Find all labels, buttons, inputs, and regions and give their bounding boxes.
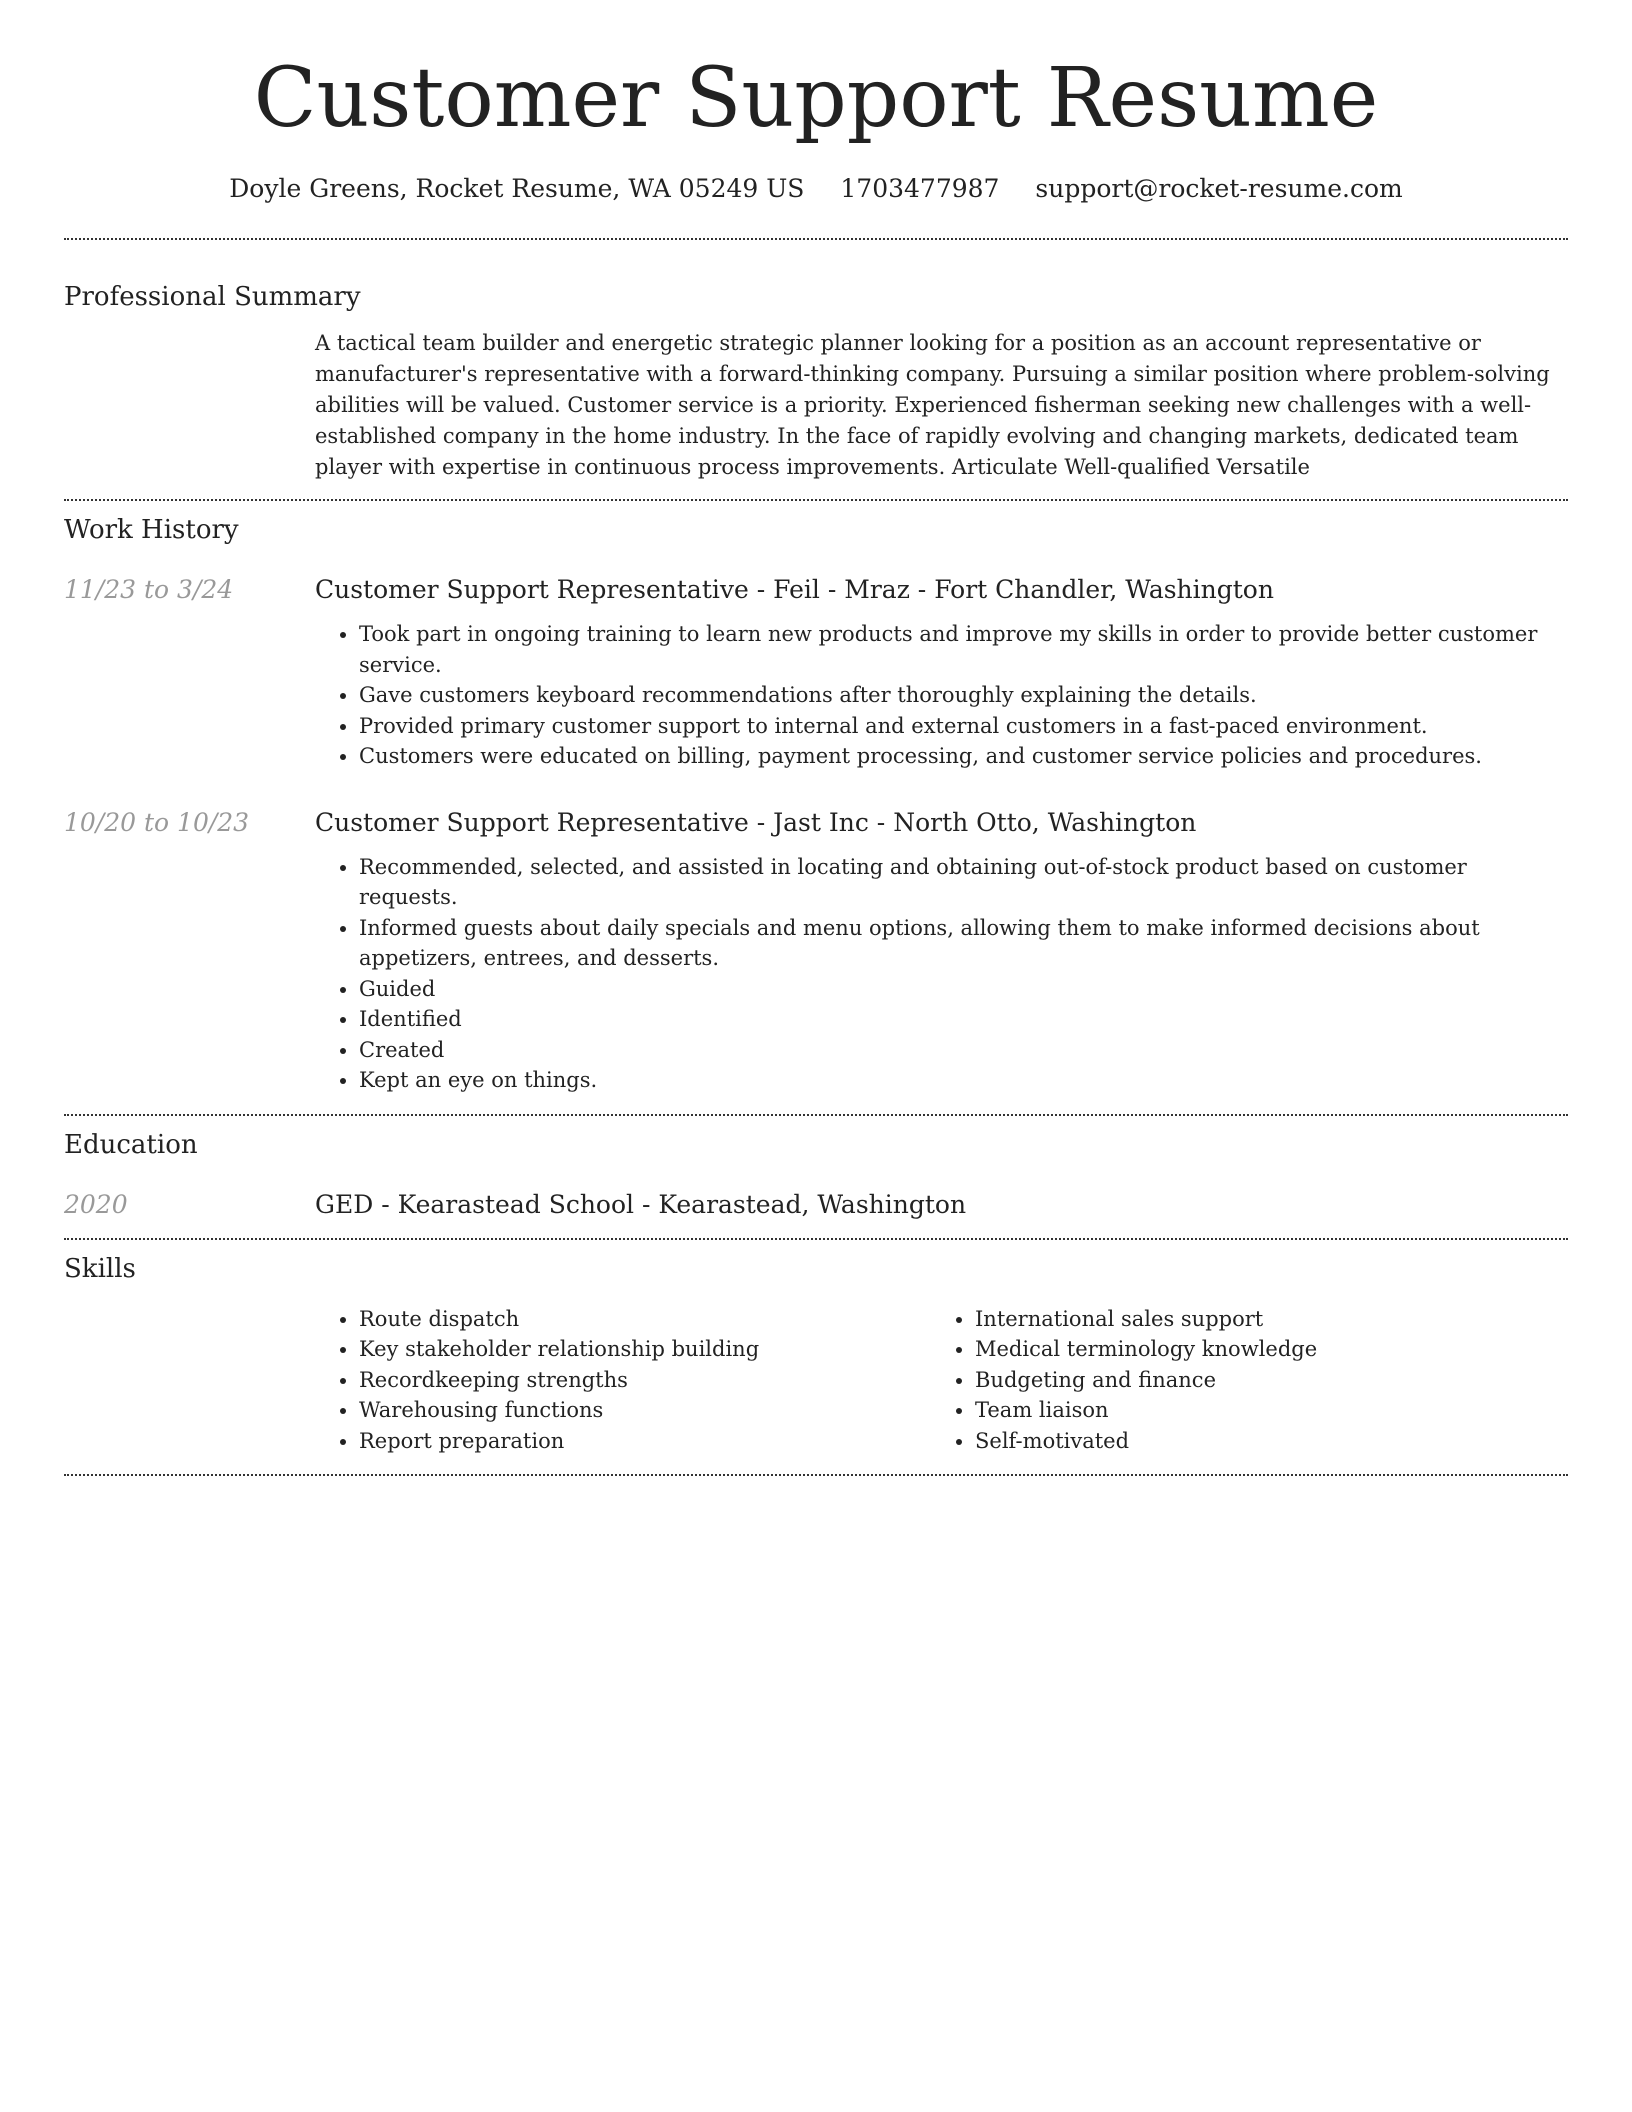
skills-column-left <box>315 1304 931 1457</box>
education-year: 2020 <box>64 1189 128 1219</box>
education-entry <box>64 1190 1568 1220</box>
divider <box>64 1474 1568 1476</box>
contact-line <box>64 174 1568 204</box>
summary-heading: Professional Summary <box>64 282 361 312</box>
skills-bullets <box>315 1304 931 1457</box>
skill-item: • Report preparation <box>359 1426 931 1457</box>
divider <box>64 238 1568 240</box>
education-heading: Education <box>64 1129 198 1160</box>
job-title: Customer Support Representative - Feil - Mraz - Fort Chandler, Washington <box>315 575 1274 604</box>
job-entry <box>64 575 1568 772</box>
skill-item: • Warehousing functions <box>359 1395 931 1426</box>
work-history-heading: Work History <box>64 515 239 545</box>
list-item: • Informed guests about daily specials and menu options, allowing them to make informed decisions about appetizers, entrees, and desserts. <box>359 913 1568 974</box>
job-dates: 10/20 to 10/23 <box>64 807 250 837</box>
skill-item: • International sales support <box>975 1304 1547 1335</box>
skills-section <box>64 1254 1568 1475</box>
summary-text: A tactical team builder and energetic strategic planner looking for a position as an account representative or manufacturer's representative with a forward-thinking company. Pursuing a similar position where problem-solving abilities will be valued. Customer service is a priority. Experienced fisherman seeking new challenges with a well-established company in the home industry. In the face of rapidly evolving and changing markets, dedicated team player with expertise in continuous process improvements. Articulate Well-qualified Versatile <box>315 331 1550 479</box>
list-item: • Identified <box>359 1004 1568 1035</box>
skill-item: • Team liaison <box>975 1395 1547 1426</box>
list-item: • Kept an eye on things. <box>359 1065 1568 1096</box>
skills-column-right <box>931 1304 1547 1457</box>
list-item: • Provided primary customer support to internal and external customers in a fast-paced environment. <box>359 711 1568 742</box>
job-bullets <box>315 852 1568 1096</box>
list-item: • Took part in ongoing training to learn new products and improve my skills in order to provide better customer service. <box>359 619 1568 680</box>
job-body <box>315 808 1568 1096</box>
divider <box>64 1238 1568 1240</box>
list-item: • Guided <box>359 974 1568 1005</box>
job-bullets <box>315 619 1568 772</box>
contact-phone: 1703477987 <box>840 174 1000 203</box>
skills-list <box>315 1304 1568 1475</box>
skill-item: • Self-motivated <box>975 1426 1547 1457</box>
contact-email: support@rocket-resume.com <box>1035 174 1403 203</box>
education-section <box>64 1130 1568 1220</box>
skill-item: • Route dispatch <box>359 1304 931 1335</box>
skills-heading: Skills <box>64 1253 136 1284</box>
job-entry <box>64 808 1568 1096</box>
skill-item: • Key stakeholder relationship building <box>359 1334 931 1365</box>
list-item: • Recommended, selected, and assisted in locating and obtaining out-of-stock product based on customer requests. <box>359 852 1568 913</box>
list-item: • Customers were educated on billing, payment processing, and customer service policies and procedures. <box>359 741 1568 772</box>
skill-item: • Budgeting and finance <box>975 1365 1547 1396</box>
summary-section <box>64 282 1568 499</box>
divider <box>64 1114 1568 1116</box>
job-body <box>315 575 1568 772</box>
resume-title: Customer Support Resume <box>253 51 1379 146</box>
work-history-section <box>64 515 1568 1114</box>
skill-item: • Recordkeeping strengths <box>359 1365 931 1396</box>
skill-item: • Medical terminology knowledge <box>975 1334 1547 1365</box>
job-dates: 11/23 to 3/24 <box>64 575 234 604</box>
list-item: • Gave customers keyboard recommendations after thoroughly explaining the details. <box>359 680 1568 711</box>
job-title: Customer Support Representative - Jast Inc - North Otto, Washington <box>315 807 1197 837</box>
contact-address: Doyle Greens, Rocket Resume, WA 05249 US <box>229 174 805 203</box>
list-item: • Created <box>359 1035 1568 1066</box>
divider <box>64 499 1568 501</box>
education-title: GED - Kearastead School - Kearastead, Washington <box>315 1189 967 1219</box>
skills-bullets <box>931 1304 1547 1457</box>
